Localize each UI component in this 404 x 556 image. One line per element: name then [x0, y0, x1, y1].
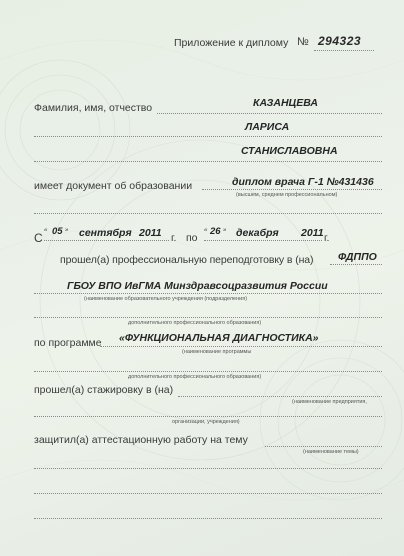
period-from-day: 05 [52, 226, 63, 237]
program-line-2 [34, 371, 382, 372]
period-to-day: 26 [210, 226, 221, 237]
retraining-line-1 [330, 264, 382, 265]
period-from-quote-close: » [65, 227, 69, 234]
retraining-org-full: ГБОУ ВПО ИвГМА Минздравсоцразвития России [67, 280, 328, 292]
thesis-line-3 [34, 493, 382, 494]
header-title: Приложение к диплому [174, 37, 289, 49]
program-caption-name: (наименование программы [182, 349, 252, 355]
thesis-label: защитил(а) аттестационную работу на тему [34, 434, 248, 446]
period-from-prefix: С [34, 231, 43, 245]
internship-line-2 [34, 416, 382, 417]
thesis-caption-topic: (наименование темы) [303, 449, 359, 455]
retraining-label: прошел(а) профессиональную переподготовку в (на) [60, 254, 314, 266]
fio-label: Фамилия, имя, отчество [34, 102, 153, 114]
period-to-quote-close: » [223, 227, 227, 234]
fio-surname: КАЗАНЦЕВА [253, 97, 318, 109]
fio-name: ЛАРИСА [245, 121, 290, 133]
retraining-line-2 [34, 293, 382, 294]
period-to-quote-open: « [204, 227, 208, 234]
period-year-suffix-1: г. [171, 232, 177, 244]
thesis-line-1 [265, 446, 382, 447]
program-caption-edu: дополнительного профессионального образования) [128, 374, 262, 380]
period-year-suffix-2: г. [324, 232, 330, 244]
retraining-caption-org: (наименование образовательного учреждения (подразделения) [84, 296, 248, 302]
internship-line-1 [178, 396, 382, 397]
thesis-line-4 [34, 518, 382, 519]
retraining-caption-edu: дополнительного профессионального образования) [128, 320, 262, 326]
period-to-year: 2011 [301, 227, 324, 239]
retraining-org-short: ФДППО [338, 251, 377, 263]
program-line-1 [100, 346, 382, 347]
fio-line-3 [34, 161, 382, 162]
program-label: по программе [34, 337, 102, 349]
period-from-year: 2011 [139, 227, 162, 239]
period-from-line [44, 240, 169, 241]
period-to-prefix: по [186, 232, 198, 244]
internship-label: прошел(а) стажировку в (на) [34, 384, 174, 396]
fio-line-2 [34, 136, 382, 137]
education-label: имеет документ об образовании [34, 180, 193, 192]
number-underline [314, 50, 374, 51]
thesis-line-2 [34, 468, 382, 469]
education-line-2 [34, 213, 382, 214]
internship-caption-org: организации, учреждения) [172, 419, 240, 425]
period-to-line [204, 240, 322, 241]
retraining-line-3 [34, 317, 382, 318]
diploma-number: 294323 [318, 34, 362, 48]
education-value: диплом врача Г-1 №431436 [232, 176, 374, 188]
period-from-month: сентября [79, 227, 132, 239]
period-to-month: декабря [236, 227, 279, 239]
number-sign: № [297, 36, 309, 48]
internship-caption-enterprise: (наименование предприятия, [292, 399, 367, 405]
fio-patronymic: СТАНИСЛАВОВНА [241, 145, 338, 157]
program-value: «ФУНКЦИОНАЛЬНАЯ ДИАГНОСТИКА» [119, 332, 319, 344]
education-caption: (высшем, среднем профессиональном) [236, 192, 338, 198]
education-line [202, 189, 382, 190]
period-from-quote-open: « [44, 227, 48, 234]
fio-line-1 [157, 113, 382, 114]
